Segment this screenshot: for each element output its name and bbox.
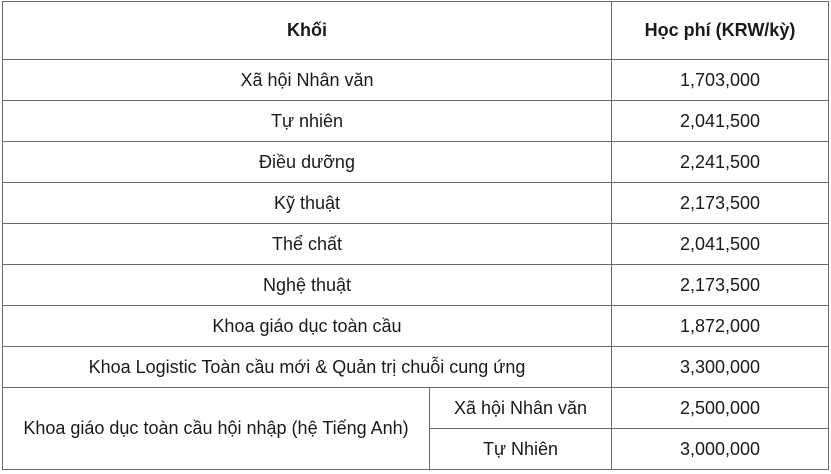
group-cell: Kỹ thuật [3, 183, 612, 224]
fee-cell: 1,872,000 [612, 306, 829, 347]
track-cell: Tự Nhiên [430, 429, 612, 470]
tuition-table [2, 1, 829, 470]
fee-cell: 2,173,500 [612, 265, 829, 306]
table-row [3, 101, 829, 142]
fee-cell: 1,703,000 [612, 60, 829, 101]
fee-cell: 3,000,000 [612, 429, 829, 470]
fee-cell: 2,173,500 [612, 183, 829, 224]
header-fee: Học phí (KRW/kỳ) [612, 2, 829, 60]
track-cell: Xã hội Nhân văn [430, 388, 612, 429]
group-cell: Thể chất [3, 224, 612, 265]
group-cell: Khoa Logistic Toàn cầu mới & Quản trị chuỗi cung ứng [3, 347, 612, 388]
table-row [3, 183, 829, 224]
table-row [3, 388, 829, 429]
fee-cell: 3,300,000 [612, 347, 829, 388]
group-cell: Xã hội Nhân văn [3, 60, 612, 101]
table-row [3, 306, 829, 347]
fee-cell: 2,241,500 [612, 142, 829, 183]
table-row [3, 60, 829, 101]
table-row [3, 142, 829, 183]
group-cell: Điều dưỡng [3, 142, 612, 183]
group-cell: Khoa giáo dục toàn cầu [3, 306, 612, 347]
fee-cell: 2,041,500 [612, 101, 829, 142]
fee-cell: 2,500,000 [612, 388, 829, 429]
table-row [3, 347, 829, 388]
table-row [3, 265, 829, 306]
table-header-row [3, 2, 829, 60]
group-cell: Nghệ thuật [3, 265, 612, 306]
table-row [3, 224, 829, 265]
fee-cell: 2,041,500 [612, 224, 829, 265]
merged-group-cell: Khoa giáo dục toàn cầu hội nhập (hệ Tiếng Anh) [3, 388, 430, 470]
group-cell: Tự nhiên [3, 101, 612, 142]
header-group: Khối [3, 2, 612, 60]
